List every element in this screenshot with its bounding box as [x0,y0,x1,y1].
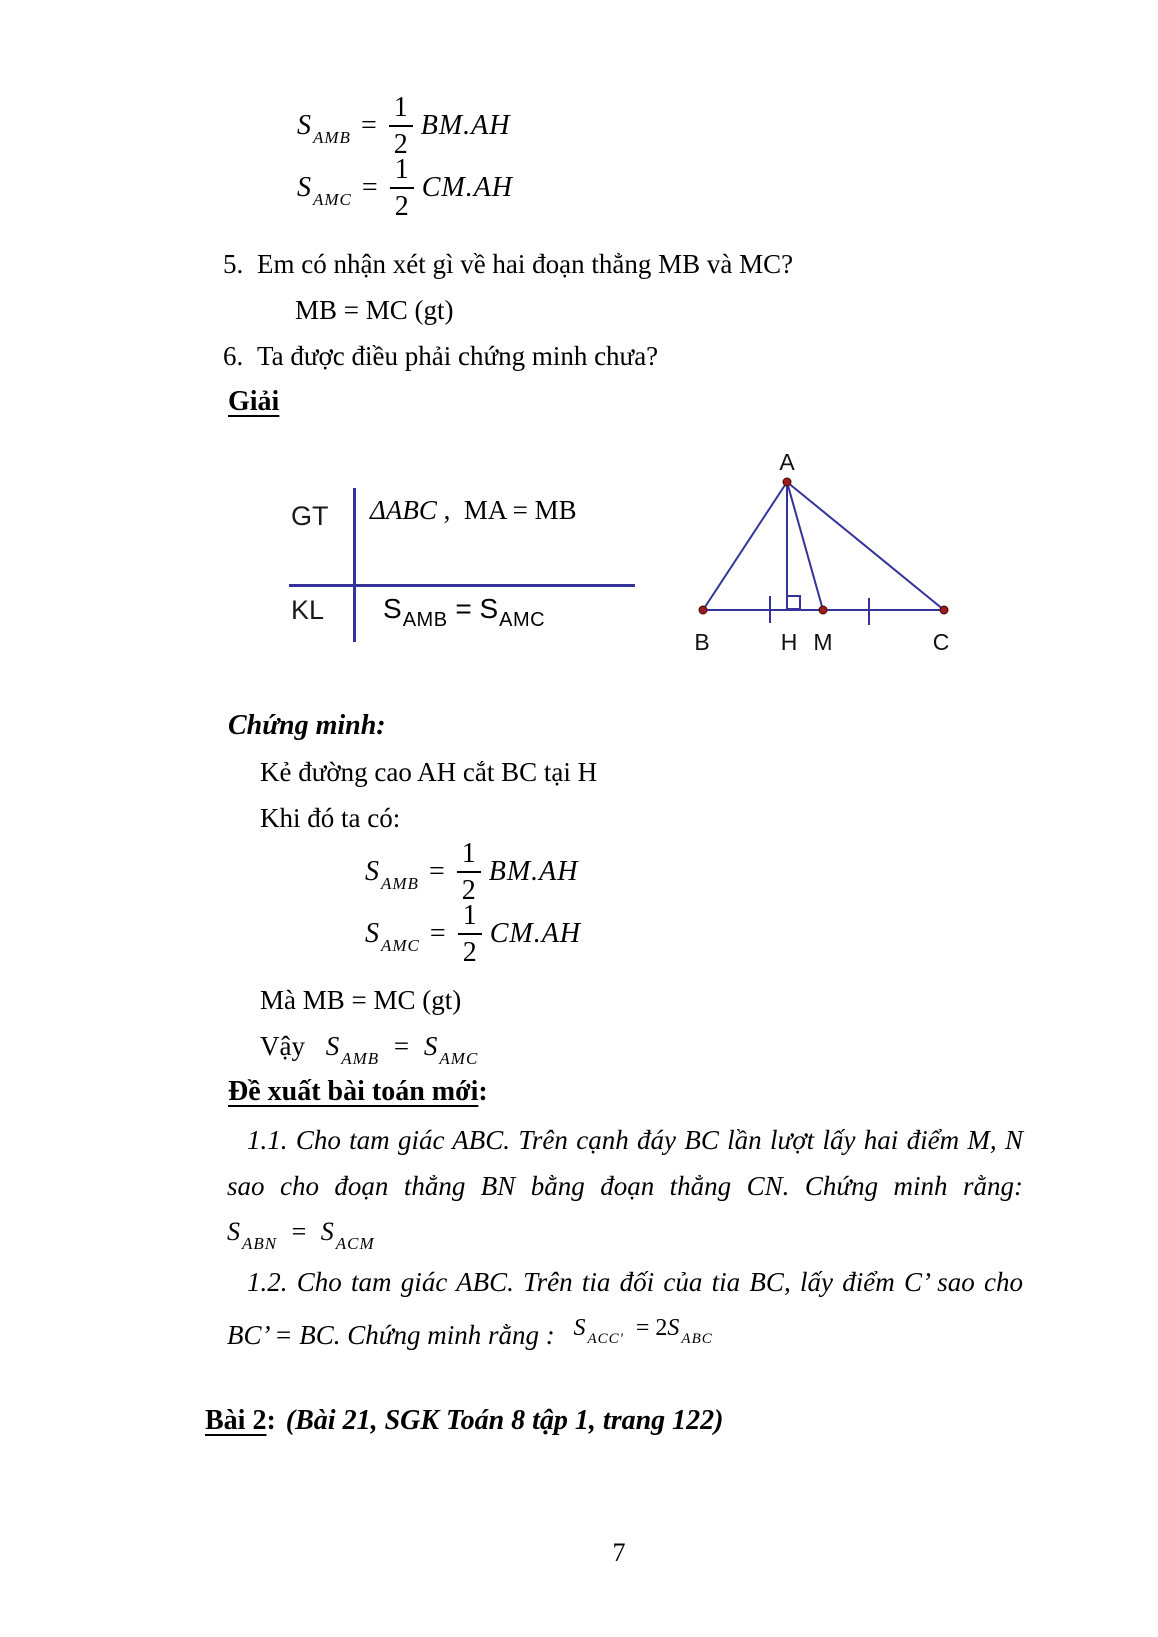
label-h: H [780,629,798,654]
side-ac [787,482,944,610]
problem-1-1-formula: S $_{ABN}$ = S $_{ACM}$ [227,1217,375,1253]
problem-1-2-line-2: BC’ = BC. Chứng minh rằng : S $_{ACC'}$ = 2S $_{ABC}$ [227,1305,1023,1358]
gt-label: GT [291,501,329,531]
formula-s-amc: S $_{AMC}$ = $\frac{1}{2}$ CM.AH [365,899,582,968]
formula-s-amb: S $_{AMB}$ = $\frac{1}{2}$ BM.AH [365,837,579,906]
page-number: 7 [612,1538,626,1567]
right-angle-marker [787,596,800,609]
kl-content: $S_{AMB} = S_{AMC}$ [383,593,546,631]
vertex-dot-a [783,478,791,486]
exercise-2-heading: Bài 2: (Bài 21, SGK Toán 8 tập 1, trang 122) [205,1405,724,1436]
fraction-one-half: $\frac{1}{2}$ [457,839,481,906]
median-am [787,482,823,610]
fraction-one-half: $\frac{1}{2}$ [458,901,482,968]
formula-lhs: S $_{AMC}$ [365,918,420,955]
kl-label: KL [291,595,325,625]
formula-s-amc: S $_{AMC}$ = $\frac{1}{2}$ CM.AH [297,153,514,222]
formula-block-top [297,91,1023,222]
question-5: 5. Em có nhận xét gì về hai đoạn thẳng MB và MC? [223,249,794,279]
gt-content: ΔABC , MA = MB [370,495,577,525]
proof-conclusion: Vậy S $_{AMB}$ = S $_{AMC}$ [260,1031,479,1068]
formula-s-amb: S $_{AMB}$ = $\frac{1}{2}$ BM.AH [297,91,511,160]
label-a: A [779,449,795,475]
proof-heading: Chứng minh: [228,710,386,741]
formula-lhs: S $_{AMB}$ [297,110,351,147]
side-ab [703,482,787,610]
gtkl-horizontal-line [289,584,635,587]
problem-1-1-line-1: 1.1. Cho tam giác ABC. Trên cạnh đáy BC lần lượt lấy hai điểm M, N [247,1125,1023,1155]
fraction-one-half: $\frac{1}{2}$ [389,93,413,160]
formula-lhs: S $_{AMB}$ [365,856,419,893]
proof-line-1: Kẻ đường cao AH cắt BC tại H [260,757,598,787]
proof-line-2: Khi đó ta có: [260,803,401,833]
problem-1-2-formula: S $_{ACC'}$ = 2S $_{ABC}$ [573,1315,713,1347]
triangle-figure [655,439,965,654]
problem-1-2-line-1: 1.2. Cho tam giác ABC. Trên tia đối của tia BC, lấy điểm C’ sao cho [247,1267,1023,1297]
proposal-heading: Đề xuất bài toán mới: [228,1076,488,1107]
solution-heading: Giải [228,386,280,417]
question-5-answer: MB = MC (gt) [295,295,454,325]
proof-ma-line: Mà MB = MC (gt) [260,985,462,1015]
label-b: B [694,629,710,654]
problem-1-1-line-2: sao cho đoạn thẳng BN bằng đoạn thẳng CN. Chứng minh rằng: [227,1171,1023,1201]
figure-section [205,449,1023,689]
fraction-one-half: $\frac{1}{2}$ [390,155,414,222]
vertex-dot-m [819,606,827,614]
formula-block-mid [365,837,1023,968]
question-6: 6. Ta được điều phải chứng minh chưa? [223,341,659,371]
conclusion-equation: S $_{AMB}$ = S $_{AMC}$ [325,1031,479,1068]
label-m: M [813,629,833,654]
formula-lhs: S $_{AMC}$ [297,172,352,209]
gtkl-vertical-line [353,488,356,642]
vertex-dot-c [940,606,948,614]
vertex-dot-b [699,606,707,614]
label-c: C [932,629,950,654]
